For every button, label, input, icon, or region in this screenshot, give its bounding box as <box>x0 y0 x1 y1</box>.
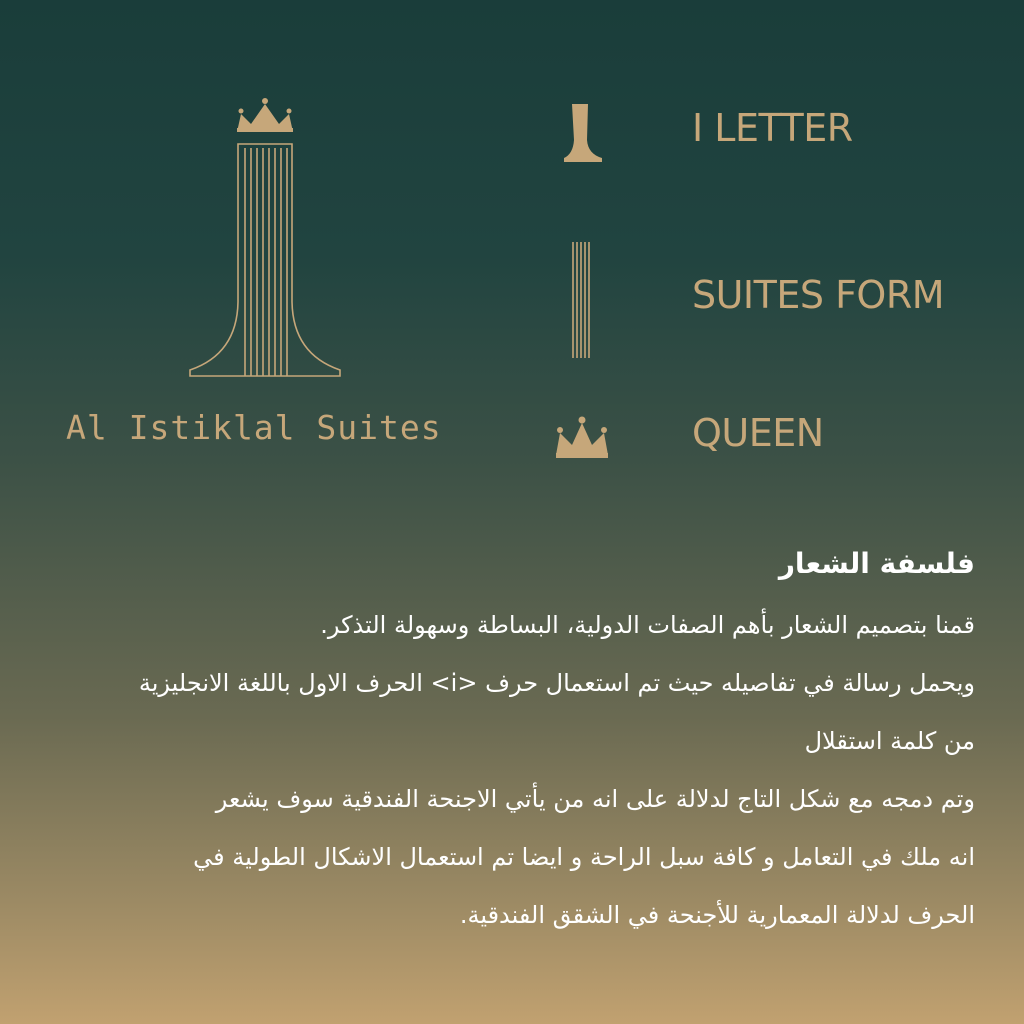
philosophy-line: قمنا بتصميم الشعار بأهم الصفات الدولية، البساطة وسهولة التذكر. <box>320 611 975 639</box>
philosophy-title: فلسفة الشعار <box>778 547 975 580</box>
suites-lines-icon <box>570 240 594 360</box>
philosophy-section <box>40 540 975 944</box>
i-letter-icon <box>560 100 606 166</box>
legend-label-suites-form: SUITES FORM <box>692 273 945 317</box>
philosophy-line: الحرف لدلالة المعمارية للأجنحة في الشقق الفندقية. <box>459 901 975 929</box>
logo-mark-icon <box>185 92 345 382</box>
philosophy-line: انه ملك في التعامل و كافة سبل الراحة و ايضا تم استعمال الاشكال الطولية في <box>193 843 975 871</box>
brand-name: Al Istiklal Suites <box>66 408 442 447</box>
philosophy-line: من كلمة استقلال <box>804 727 975 755</box>
philosophy-line: ويحمل رسالة في تفاصيله حيث تم استعمال حرف <i> الحرف الاول باللغة الانجليزية <box>138 669 975 697</box>
crown-icon <box>552 415 612 461</box>
legend-label-queen: QUEEN <box>692 411 824 455</box>
philosophy-line: وتم دمجه مع شكل التاج لدلالة على انه من يأتي الاجنحة الفندقية سوف يشعر <box>215 785 975 813</box>
legend-label-i-letter: I LETTER <box>692 106 853 150</box>
